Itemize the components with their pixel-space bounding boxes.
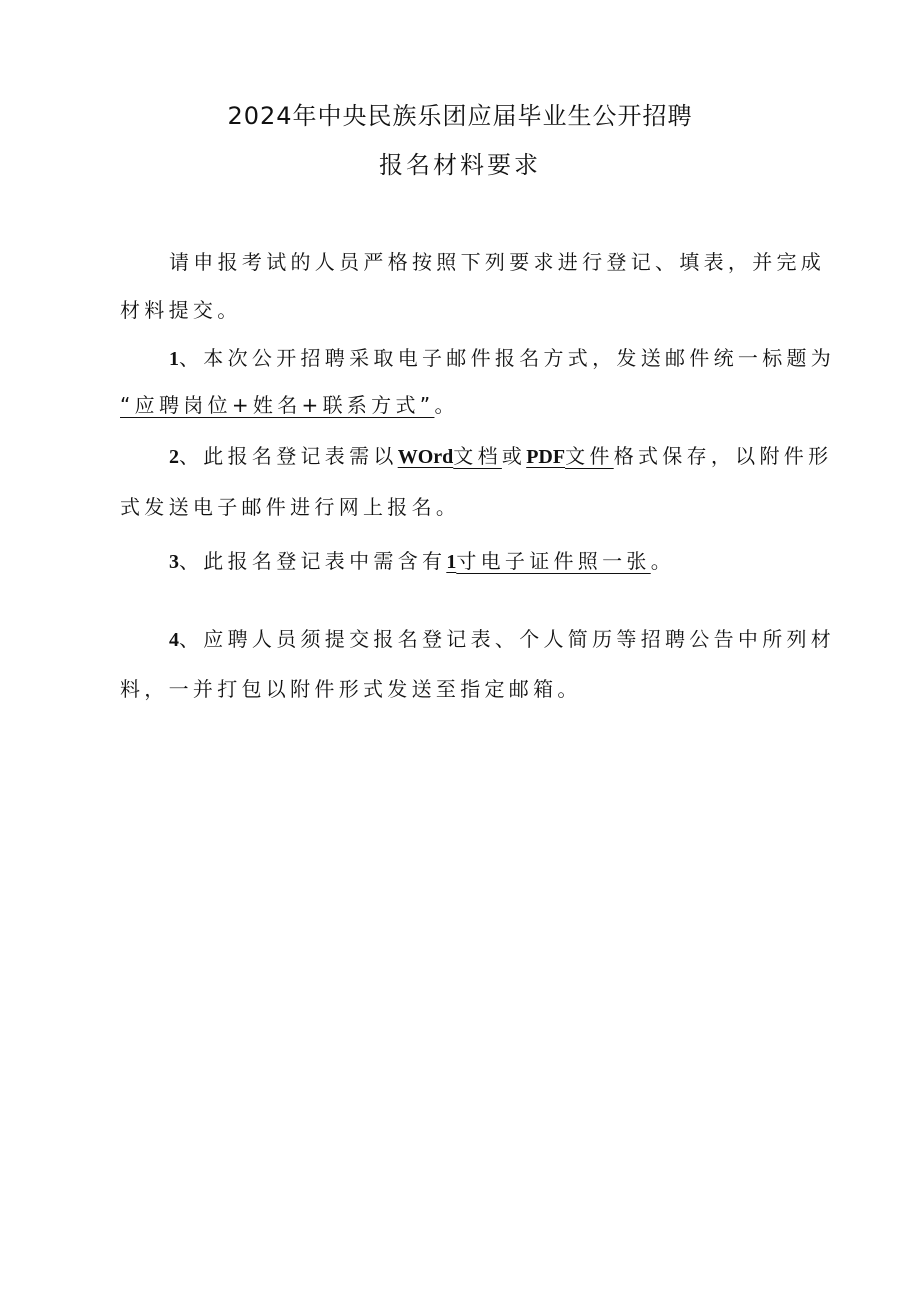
- item-1-line-2: [120, 389, 459, 418]
- word-format-latin: WOrd: [397, 446, 454, 468]
- photo-requirement: 寸电子证件照一张: [456, 549, 651, 573]
- item-3-text: 、此报名登记表中需含有: [179, 549, 447, 573]
- item-2-or: 或: [501, 444, 527, 468]
- item-3-end: 。: [650, 549, 676, 573]
- pdf-format-cn: 文件: [565, 444, 614, 468]
- document-subtitle: 报名材料要求: [379, 151, 541, 179]
- document-title: 2024年中央民族乐团应届毕业生公开招聘: [227, 102, 693, 130]
- item-4-text: 、应聘人员须提交报名登记表、个人简历等招聘公告中所列材: [179, 627, 836, 651]
- item-2-number: 2: [169, 446, 179, 468]
- item-1-number: 1: [169, 348, 179, 370]
- item-4-number: 4: [169, 629, 179, 651]
- intro-line-1: 请申报考试的人员严格按照下列要求进行登记、填表，并完成: [169, 250, 826, 274]
- item-1-text: 、本次公开招聘采取电子邮件报名方式，发送邮件统一标题为: [179, 346, 836, 370]
- item-1-line-1: [169, 342, 835, 371]
- item-2-line-2: 式发送电子邮件进行网上报名。: [120, 495, 461, 519]
- word-format-cn: 文档: [453, 444, 502, 468]
- item-2-text: 、此报名登记表需以: [179, 444, 398, 468]
- intro-line-2: 材料提交。: [120, 298, 242, 322]
- item-3-number: 3: [169, 551, 179, 573]
- photo-size-number: 1: [446, 551, 457, 573]
- pdf-format-latin: PDF: [526, 446, 566, 468]
- item-2-text-b: 格式保存，以附件形: [613, 444, 833, 468]
- email-subject-format: “应聘岗位+姓名+联系方式”: [120, 393, 435, 417]
- item-4-line-2: 料，一并打包以附件形式发送至指定邮箱。: [120, 677, 582, 701]
- item-2-line-1: [169, 440, 832, 469]
- item-3-line-1: [169, 545, 675, 574]
- item-1-end: 。: [434, 393, 459, 417]
- item-4-line-1: [169, 623, 835, 652]
